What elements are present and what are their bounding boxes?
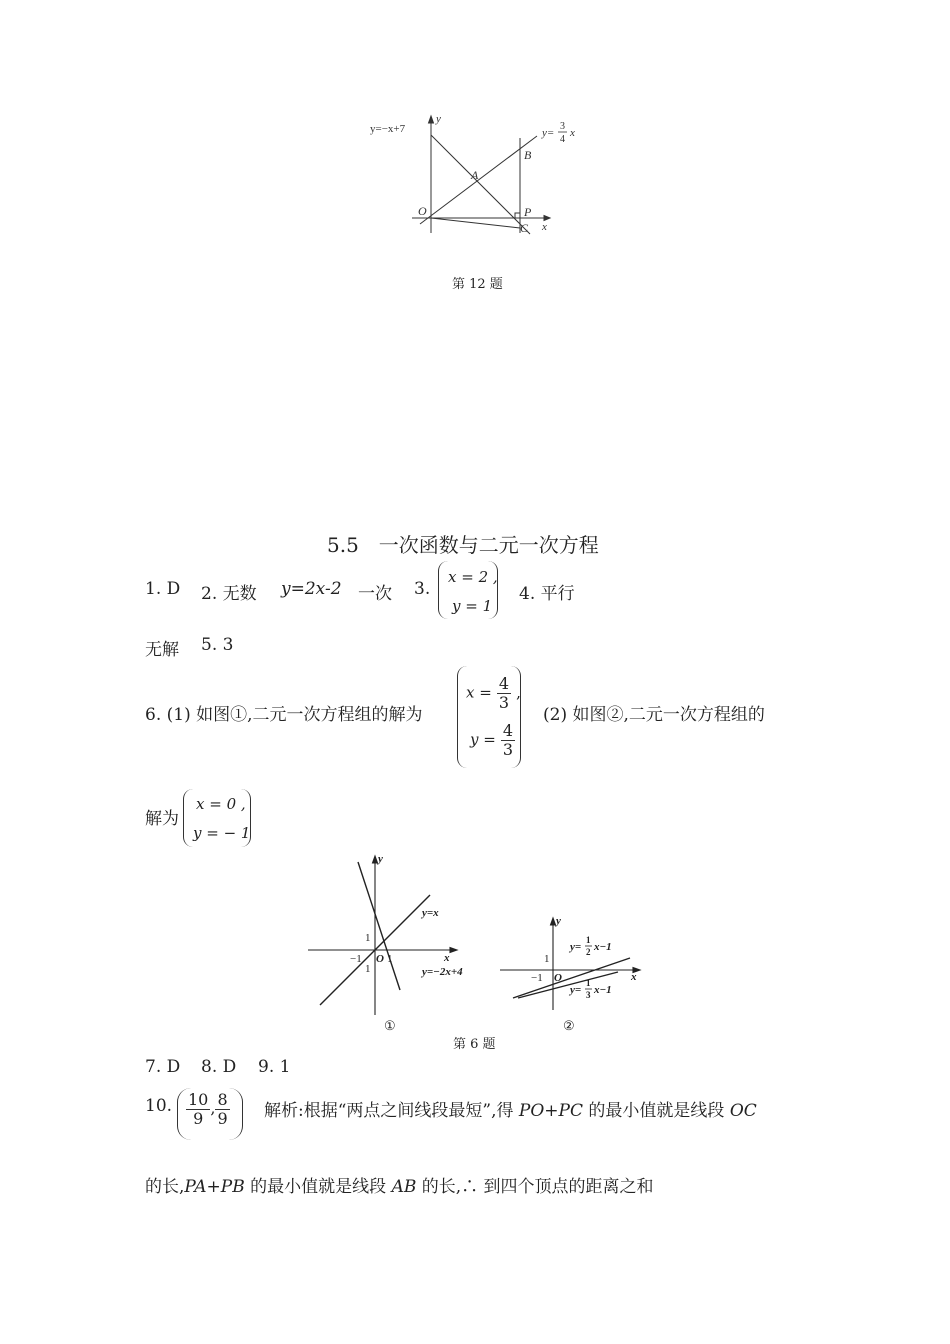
g2-marker: ② [563,1018,575,1033]
answer-8: 8. D [201,1057,237,1077]
sol1-x-label: x = [466,683,492,702]
answer-9: 9. 1 [258,1057,291,1077]
sol1-y-denominator: 3 [502,739,514,759]
answer-10-pa-pb: PA+PB [184,1177,245,1197]
answer-6-sol2-eq1: x = 0 , [196,795,246,813]
answer-1: 1. D [145,579,181,599]
answer-6-sol1-y-row [470,722,515,758]
answer-6-part2-cont: 解为 [145,809,179,829]
g2-tick-neg1: −1 [531,972,543,984]
answer-10-line1 [264,1096,757,1121]
answer-4: 4. 平行 [519,584,575,604]
g2-x-label: x [631,971,637,983]
label-line2-num: 3 [560,121,565,132]
answer-10-text2: 的最小值就是线段 [588,1101,725,1121]
g1-tick-x1: 1 [387,953,393,965]
right-angle-mark [515,213,520,218]
g2-origin: O [554,972,562,984]
figure-6-graphs [300,850,650,1035]
g1-x-label: x [444,952,450,964]
answer-10-number: 10. [145,1096,173,1116]
line-y-neg-x-plus-7 [431,135,530,234]
sol1-x-numerator: 4 [498,674,510,693]
answer-2: 2. 无数 [201,584,257,604]
g1-label-yx: y=x [422,907,439,919]
answer-10-frac1-num: 10 [188,1090,209,1109]
label-point-b: B [524,148,532,162]
g2-label-top-den: 2 [586,947,591,957]
g1-tick-neg1: −1 [350,953,362,965]
answer-2-equation: y=2x-2 [281,579,342,599]
g2-label-bot-den: 3 [586,990,591,1000]
label-line2-var: x [570,127,575,139]
g1-y-label: y [378,853,383,865]
segment-oc [431,218,520,228]
g2-label-top-prefix: y= [570,941,582,953]
g2-label-top-tail: x−1 [594,941,612,953]
figure-6-caption: 第 6 题 [453,1037,496,1052]
answer-6-part1: 6. (1) 如图①,二元一次方程组的解为 [145,705,423,725]
g1-marker: ① [384,1018,396,1033]
graph-1 [308,856,457,1015]
answer-10-line2-b: 的最小值就是线段 [250,1177,387,1197]
g2-tick-1: 1 [544,953,550,965]
graph-2 [500,918,640,1010]
sol1-y-numerator: 4 [502,721,514,740]
sol1-x-fraction [497,675,511,711]
answer-2-tail: 一次 [358,584,392,604]
g2-label-bot-tail: x−1 [594,984,612,996]
answer-10-line2 [145,1172,654,1197]
answer-10-frac2-num: 8 [217,1090,228,1109]
label-y-axis: y [436,113,441,125]
sol1-comma: , [516,683,521,702]
answer-10-frac1-den: 9 [193,1108,204,1128]
answer-10-frac2 [215,1091,229,1127]
label-line2-prefix: y= [542,127,555,139]
answer-10-coords [186,1091,230,1127]
g2-label-bot-prefix: y= [570,984,582,996]
label-line1: y=−x+7 [370,123,406,135]
label-line2-den: 4 [560,134,565,145]
section-title: 5.5 一次函数与二元一次方程 [327,533,599,557]
answer-4-cont: 无解 [145,640,179,660]
g2-y-label: y [556,915,561,927]
sol1-y-fraction [501,722,515,758]
answer-3-eq1: x = 2 , [448,568,498,586]
answer-10-line2-c: 的长,∴ 到四个顶点的距离之和 [421,1177,654,1197]
answer-10-frac1 [186,1091,210,1127]
answer-6-part2: (2) 如图②,二元一次方程组的 [543,705,765,725]
g1-tick-1: 1 [365,963,371,975]
answer-10-text1: 解析:根据“两点之间线段最短”,得 [264,1101,514,1121]
g2-label-bot-num: 1 [586,978,591,988]
label-point-c: C [520,221,529,235]
figure-12-diagram [360,108,590,243]
figure-12-caption: 第 12 题 [452,277,503,292]
answer-7: 7. D [145,1057,181,1077]
answer-6-sol1-x-row [466,675,521,711]
label-x-axis: x [542,221,547,233]
answer-10-line2-a: 的长, [145,1177,185,1197]
g2-label-top-num: 1 [586,935,591,945]
answer-10-ab: AB [391,1177,417,1197]
g1-label-line: y=−2x+4 [422,966,463,978]
label-point-a: A [471,168,479,182]
g1-tick-y1: 1 [365,932,371,944]
answer-10-comma: , [210,1098,216,1118]
sol1-x-denominator: 3 [498,692,510,712]
label-point-p: P [524,205,532,219]
answer-10-frac2-den: 9 [217,1108,228,1128]
answer-10-po-pc: PO+PC [518,1101,583,1121]
label-origin: O [418,204,427,218]
line-y-three-quarters-x [420,136,537,224]
sol1-y-label: y = [470,730,496,749]
answer-6-sol2-eq2: y = − 1 [193,824,251,842]
answer-5: 5. 3 [201,635,234,655]
answer-3-eq2: y = 1 [452,597,493,615]
answer-3-number: 3. [414,579,431,599]
x-axis-arrow [544,216,550,221]
g1-origin: O [376,953,384,965]
answer-10-oc: OC [729,1101,757,1121]
y-axis-arrow [429,116,434,123]
